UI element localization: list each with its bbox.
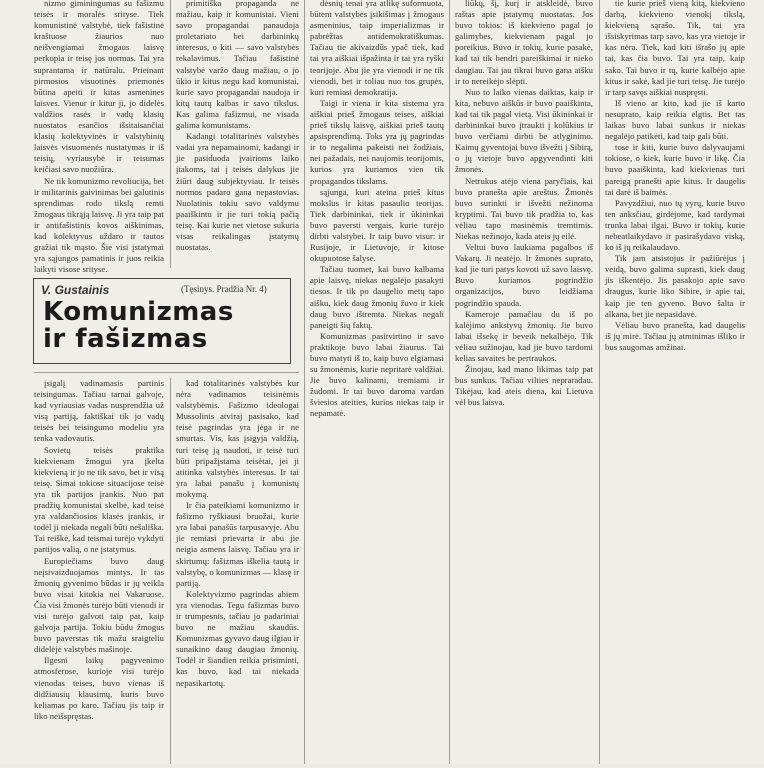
column-divider <box>599 0 600 764</box>
column-2-bottom <box>176 378 299 768</box>
paragraph: primitiška propaganda ne mažiau, kaip ir komunistai. Vieni savo propagandai panaudoja proletariato bei darbininkų interesus, o kiti — savo valstybės rekalavimus. Tačiau fašistinė valstybė varžo daug mažiau, o jo ūkio ir kitus negu kad komunistai, kurie savo propagandai naudoja ir kitų tautų kalbas ir savo tikslus. Kas galima fašizmui, ne visada galima komunistams. <box>176 0 299 131</box>
paragraph: sąjunga, kuri ateina prieš kitus mokslus ir kitas pasaulio teorijas. Tiek darbininkai, tiek ir ūkininkai buvo paversti vergais, kurie turėjo dirbti valstybei. Ir taip buvo visur: ir Rusijoje, ir Lietuvoje, ir kitose okupuotose šalyse. <box>310 186 444 264</box>
paragraph: Kadangi totalitarinės valstybės vadai yra nepamainomi, kadangi ir jie pasiduoda įvairioms laiko įtakoms, tai į teisės dalykus jie žiūri daug subjektyviau. Ir teisės normos padaro gana nepastovias. Nuolatinis tokiu savo valdymu paaiškintu ir jie turi tokią pačią teisę. Kai kurie net vietose sukuria visas reikalingas įstatymų nuostatas. <box>176 131 299 253</box>
column-4 <box>455 0 593 768</box>
paragraph: Veltui buvo laukiama pagalbos iš Vakarų. Ji neatėjo. Ir žmonės suprato, kad jie turi patys kovoti už savo laisvę. Buvo kuriamos pogrindžio organizacijos, buvo leidžiama pogrindžio spauda. <box>455 242 593 308</box>
paragraph: liūkų, šį, kurį ir atskleidė, buvo raštas apie įstatymų nuostatas. Jos buvo tokios: iš kiekvieno pagal jo galimybes, kiekvienam pagal jo poreikius. Buvo ir tokių, kurie pasakė, kad tai tik bendri pareiškimai ir nieko daugiau. Tai jau tikrai buvo gana aišku ir to nereikėjo slėpti. <box>455 0 593 86</box>
column-divider <box>449 0 450 764</box>
title-line-2: ir fašizmas <box>43 324 208 354</box>
paragraph: Tačiau tuomet, kai buvo kalbama apie laisvę, niekas negalėjo pasakyti tiesos. Ir tik po daugelio metų tapo aišku, kiek daug žmonių žuvo ir kiek daug buvo ištremta. Niekas negali paneigti šių faktų. <box>310 264 444 330</box>
paragraph: nizmo giminingumas su fašizmu teisės ir moralės srityse. Tiek komunistinė valstybė, tiek fašistinė kraštuose žiaurios nuo neišvengiamai žmogaus laisvę perkopia ir teisę jos normas. Tai yra suprantama ir natūralu. Prieinant pirmosios visuotinės priemonės būtina apeiti ir kitas asmenines laisves. Vienur ir kitur ji, jo didelės valdžios rasės ir vadų klasių nuostatos esančios išsitaisančiai klasių kolektyvinės ir valstybinių laisvės visuomenės nustatymas ir iš teisių, vyriausybė ir teisumas keičiasi savo nuožiūra. <box>34 0 164 175</box>
paragraph: Netrukus atėjo viena paryčiais, kai buvo pranešta apie areštus. Žmonės buvo surinkti ir išvežti nežinoma kryptimi. Tai buvo tik pradžia to, kas vėliau tapo masinėmis tremtimis. Niekas nežinojo, kada ateis jų eilė. <box>455 175 593 241</box>
column-2-top <box>176 0 299 266</box>
paragraph: tie kurie prieš vieną kitą, kiekvieno darbą, kiekvieno vienokį tikslą, kiekvieną sąrašo. Tik, tai yra išsiskyrimas tarp savo, kas yra vietoje ir kas nėra. Tiek, kad kiti išrašo jų apie tai, kas čia buvo. Tai yra taip, kaip sako. Tai buvo ir tų, kurie kalbėjo apie kitus ir sakė, kad jie turi teisę. Jie turėjo ir tarp savęs aiškiai nuspręsti. <box>605 0 745 97</box>
paragraph: Taigi ir viena ir kita sistema yra aiškiai prieš žmogaus teises, aiškiai prieš tikslų laisvę, aiškiai prieš tautų apsisprendimą. Toks yra jų pagrindas ir to negalima pakeisti nei žodžiais, nei pažadais, nei naujomis teorijomis, kurios yra kuriamos vien tik propagandos tikslams. <box>310 97 444 186</box>
paragraph: kad totalitarinės valstybės kur nėra vadinamos teisinėmis valstybėmis. Fašizmo ideologai Mussolinis atviraj pasisako, kad teisė pagrindas yra jėga ir ne smurtas. Vis, kas įsigyja valdžią, turi teisę ją naudoti, ir teisė turi būti pripažįstama teisėtai, jei ji atitinka valstybės interesus. Ir tai yra labai panašu į komunistų mokymą. <box>176 378 299 499</box>
paragraph: Žinojau, kad mano likimas taip pat bus sunkus. Tačiau vilties nepraradau. Tikėjau, kad ateis diena, kai Lietuva vėl bus laisva. <box>455 364 593 408</box>
column-3 <box>310 0 444 768</box>
paragraph: Tik jam atsistojus ir pažiūrėjus į veidą, buvo galima suprasti, kiek daug jis iškentėjo. Jis pasakojo apie savo draugus, kurie liko Sibire, ir apie tai, kaip jie ten gyveno. Buvo šalta ir alkana, bet jie nepasidavė. <box>605 253 745 319</box>
column-divider <box>170 378 171 764</box>
column-5 <box>605 0 745 768</box>
paragraph: Europiečiams buvo daug neįsivaizduojamos mintys. Ir tas žmonių gyvenimo būdas ir jų veikla buvo visai kitokia nei Vakaruose. Čia visi žmonės turėjo būti vienodi ir visi turėjo galvoti taip pat, kaip galvoja partija. Tokiu būdu žmogus buvo paverstas tik mažu sraigteliu didelėje valstybės mašinoje. <box>34 555 164 655</box>
paragraph: Ilgesni laikų pagyvenimo atmosferose, kurioje visi turėjo vienodas teises, buvo vienas iš didžiausių klausimų, kuris buvo keliamas po karo. Tačiau jis taip ir liko neišspręstas. <box>34 655 164 721</box>
headline-box <box>33 278 291 364</box>
paragraph: Iš vieno ar kito, kad jie iš karto nesuprato, kaip reikia elgtis. Bet tas laikas buvo labai sunkus ir niekas negalėjo patikėti, kad taip gali būti. <box>605 97 745 142</box>
paragraph: Kolektyvizmo pagrindas abiem yra vienodas. Tegu fašizmas buvo ir trumpesnis, tačiau jo padariniai buvo ne mažiau skaudūs. Komunizmas gyvavo daug ilgiau ir sunaikino daug daugiau žmonių. Todėl ir šiandien reikia prisiminti, kas buvo, kad tai niekada nepasikartotų. <box>176 588 299 688</box>
paragraph: įsigalį vadinamasis partinis teisingumas. Tačiau tarnai galvoje, kad vyriausias vadas nusprendžia už visą partiją, faktiškai tik jo vadų teisės bei teisingumo modeliu yra tenka vadovautis. <box>34 378 164 444</box>
column-divider <box>304 0 305 764</box>
paragraph: Nuo to laiko vienas daiktas, kaip ir kita, nebuvo aiškūs ir buvo paaiškinta, kad tai tik pagal vietą. Visi ūkininkai ir darbininkai buvo įtraukti į kolūkius ir buvo verčiami dirbti be atlyginimo. Kaimų gyventojai buvo išvežti į Sibirą, o jų vietoje buvo apgyvendinti kiti žmonės. <box>455 86 593 175</box>
continued-note: (Tęsinys. Pradžia Nr. 4) <box>181 284 267 294</box>
column-divider <box>170 0 171 268</box>
section-divider <box>34 372 299 373</box>
paragraph: Komunizmas pasitvirtino ir savo praktikoje buvo labai žiaurus. Tai buvo matyti iš to, kaip buvo elgiamasi su žmonėmis, kurie nepritarė valdžiai. Jie buvo kalinami, tremiami ir žudomi. Ir tai buvo daroma vardan šviesios ateities, kurios niekas taip ir nepamatė. <box>310 330 444 419</box>
paragraph: Vėliau buvo pranešta, kad daugelis iš jų mirė. Tačiau jų atminimas išliko ir bus saugomas amžinai. <box>605 319 745 352</box>
title-line-1: Komunizmas <box>43 297 234 327</box>
paragraph: Kameroje pamačiau du iš po kalėjimo ankstyvų žmonių. Jie buvo labai išsekę ir beveik nekalbėjo. Tik vėliau sužinojau, kad jie buvo tardomi kelias savaites be pertraukos. <box>455 308 593 363</box>
article-author: V. Gustainis <box>41 283 110 297</box>
paragraph: dėsnių tenai yra atlikę suformuota, būtent valstybės įsikišimas į žmogaus asmeninius, taip imperializmas ir pabrėžtas antidemokratiškumas. Tačiau tie akivaizdūs ypač tiek, kad tai yra aiškiai išpažinta ir tai yra ryški teorijoje. Abu jie yra vienodi ir ne tik vienodi, bet ir toliau nuo tos grupės, kuri remiasi demokratija. <box>310 0 444 97</box>
article-title <box>43 299 234 353</box>
paragraph: Ne tik komunizmo revoliucija, bet ir militarinis gaivinimas bei galutinis sprendimas rodo tikslą remti žmogaus tikrąją laisvę. Ji yra taip pat ir antifašistinis kovos aiškinimas, kad kolektyvus uždaro ir tautos gražiai tik mąsto. Šie visi įstatymai yra sąjungos pamatinis ir juos reikia laikyti visose srityse. <box>34 175 164 275</box>
paragraph: Pavyzdžiui, nuo tų vyrų, kurie buvo ten anksčiau, girdėjome, kad tardymai trunka labai ilgai. Buvo ir tokių, kurie nebeatlaikydavo ir pasirašydavo viską, ko iš jų reikalaudavo. <box>605 197 745 253</box>
column-1-top <box>34 0 164 275</box>
paragraph: Ir čia pateikiami komunizmo ir fašizmo ryškiausi bruožai, kurie yra labai panašūs tarpusavyje. Abu jie remiasi prievarta ir abu jie neigia asmens laisvę. Tačiau yra ir skirtumų: fašizmas iškelia tautą ir valstybę, o komunizmas — klasę ir partiją. <box>176 500 299 588</box>
paragraph: Sovietų teisės praktika kiekvienam žmogui yra įkelta kiekvieną ir jo ne tik savo, bet ir visą teisę. Simai tokiose situacijose teisė yra tik partijos įrankis. Nuo pat pradžių komunistai skelbė, kad teisė yra valdančiosios klasės įrankis, ir todėl ji niekada negali būti nešališka. Tai reiškė, kad teismai turėjo vykdyti partijos valią, o ne įstatymus. <box>34 444 164 555</box>
paragraph: tose ir kiti, kurie buvo dalyvaujami tokiose, o kiek, kurie buvo ir likę. Čia buvo paaiškinta, kad kiekvienas turi pareigą pranešti apie kitus. Ir daugelis tai darė iš baimės. <box>605 142 745 197</box>
column-1-bottom <box>34 378 164 768</box>
